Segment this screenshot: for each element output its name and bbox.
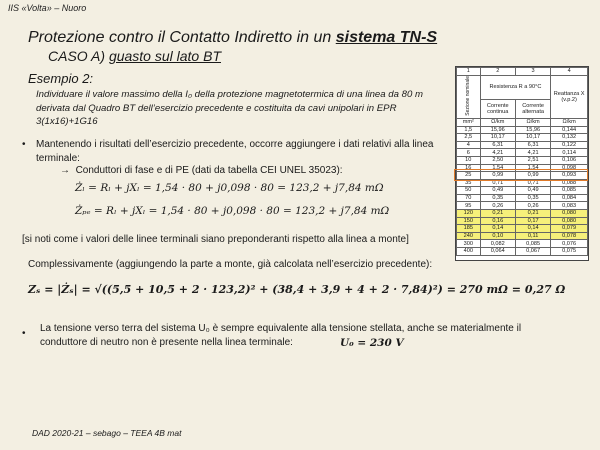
header-resistenza: Resistenza R a 90°C <box>480 76 551 100</box>
table-cell: 10,17 <box>480 134 515 142</box>
col-number: 2 <box>480 68 515 76</box>
table-cell: 0,064 <box>480 248 515 256</box>
unit-cell: Ω/km <box>551 118 588 126</box>
table-cell: 240 <box>457 232 481 240</box>
table-cell: 0,144 <box>551 126 588 134</box>
table-cell: 4,21 <box>515 149 550 157</box>
slide-subtitle <box>48 48 221 64</box>
table-cell: 2,51 <box>515 156 550 164</box>
table-cell: 0,35 <box>480 194 515 202</box>
bullet-dot-icon: • <box>22 139 26 150</box>
subtitle-prefix: CASO A) <box>48 48 109 64</box>
col-number: 3 <box>515 68 550 76</box>
table-cell: 15,96 <box>515 126 550 134</box>
col-number: 1 <box>457 68 481 76</box>
table-cell: 0,17 <box>515 217 550 225</box>
table-cell: 6,31 <box>515 141 550 149</box>
slide-title <box>28 29 437 47</box>
table-cell: 6,31 <box>480 141 515 149</box>
table-cell: 6 <box>457 149 481 157</box>
table-cell: 0,085 <box>515 240 550 248</box>
table-cell: 0,122 <box>551 141 588 149</box>
complessivamente-text: Complessivamente (aggiungendo la parte a monte, già calcolata nell’esercizio precedente): <box>28 259 433 270</box>
table-row <box>457 134 588 142</box>
table-cell: 70 <box>457 194 481 202</box>
example-label: Esempio 2: <box>28 71 94 86</box>
table-cell: 0,067 <box>515 248 550 256</box>
table-row <box>457 210 588 218</box>
header-alt: Corrente alternata <box>515 99 550 118</box>
table-row <box>457 225 588 233</box>
bullet-dot-icon: • <box>22 328 26 339</box>
table-cell: 0,080 <box>551 210 588 218</box>
bullet-2-line2: conduttore di neutro non è presente nella linea terminale: <box>40 337 293 348</box>
table-row <box>457 194 588 202</box>
table-body <box>457 126 588 255</box>
table-cell: 300 <box>457 240 481 248</box>
arrow-right-icon: → <box>60 165 70 176</box>
header-reattanza: Reattanza X (v.p.2) <box>551 76 588 119</box>
table-cell: 0,21 <box>480 210 515 218</box>
table-cell: 4,21 <box>480 149 515 157</box>
table-cell: 0,49 <box>480 187 515 195</box>
table-cell: 0,26 <box>480 202 515 210</box>
cable-data-table <box>455 66 589 261</box>
table-cell: 25 <box>457 172 481 180</box>
table-cell: 0,10 <box>480 232 515 240</box>
table-cell: 0,084 <box>551 194 588 202</box>
table-cell: 1,54 <box>515 164 550 172</box>
table-cell: 2,50 <box>480 156 515 164</box>
table-cell: 0,114 <box>551 149 588 157</box>
table-row <box>457 156 588 164</box>
table-row <box>457 240 588 248</box>
table-cell: 35 <box>457 179 481 187</box>
unit-cell: Ω/km <box>480 118 515 126</box>
table-cell: 1,54 <box>480 164 515 172</box>
bullet-2 <box>22 323 582 349</box>
table-cell: 185 <box>457 225 481 233</box>
table-cell: 0,093 <box>551 172 588 180</box>
equation-zs: Zₛ = |Żₛ| = √((5,5 + 10,5 + 2 · 123,2)² + (38,4 + 3,9 + 4 + 2 · 7,84)²) = 270 mΩ = 0,27 Ω <box>28 283 566 296</box>
table-row <box>457 187 588 195</box>
table-row <box>457 149 588 157</box>
table-cell: 0,088 <box>551 179 588 187</box>
table-cell: 15,96 <box>480 126 515 134</box>
table-cell: 0,075 <box>551 248 588 256</box>
table-cell: 0,49 <box>515 187 550 195</box>
table-cell: 10,17 <box>515 134 550 142</box>
table-cell: 0,99 <box>515 172 550 180</box>
table-cell: 95 <box>457 202 481 210</box>
bullet-2-line1: La tensione verso terra del sistema U₀ è sempre equivalente alla tensione stellata, anche se materialmente il <box>40 323 522 334</box>
table-cell: 10 <box>457 156 481 164</box>
equation-zpe: Żₚₑ = Rₗ + jXₗ = 1,54 · 80 + j0,098 · 80 = 123,2 + j7,84 mΩ <box>75 205 390 217</box>
header-cont: Corrente continua <box>480 99 515 118</box>
table-cell: 1,5 <box>457 126 481 134</box>
table-cell: 0,106 <box>551 156 588 164</box>
title-bold: sistema TN-S <box>335 29 438 46</box>
header-sezione: Sezione nominale <box>457 76 481 119</box>
table-cell: 120 <box>457 210 481 218</box>
table-cell: 0,080 <box>551 217 588 225</box>
table-cell: 0,098 <box>551 164 588 172</box>
table-cell: 0,14 <box>515 225 550 233</box>
table-cell: 0,71 <box>515 179 550 187</box>
equation-zl: Żₗ = Rₗ + jXₗ = 1,54 · 80 + j0,098 · 80 = 123,2 + j7,84 mΩ <box>75 182 384 194</box>
footer: DAD 2020-21 – sebago – TEEA 4B mat <box>32 428 182 438</box>
table-row <box>457 217 588 225</box>
intro-text: Individuare il valore massimo della I₀ della protezione magnetotermica di una linea da 80 m derivata dal Quadro BT dell’esercizio precedente e costituita da cavi unipolari in EPR 3(1x16)+1G16 <box>36 89 423 127</box>
table-cell: 0,132 <box>551 134 588 142</box>
table-cell: 0,26 <box>515 202 550 210</box>
table-cell: 150 <box>457 217 481 225</box>
table-cell: 16 <box>457 164 481 172</box>
table-cell: 0,71 <box>480 179 515 187</box>
table-row <box>457 141 588 149</box>
table-cell: 0,085 <box>551 187 588 195</box>
table-cell: 50 <box>457 187 481 195</box>
unit-cell: mm² <box>457 118 481 126</box>
table-cell: 0,079 <box>551 225 588 233</box>
table-cell: 0,11 <box>515 232 550 240</box>
table-cell: 4 <box>457 141 481 149</box>
note-text: [si noti come i valori delle linee terminali siano preponderanti rispetto alla linea a monte] <box>22 234 409 245</box>
arrow-item-text: Conduttori di fase e di PE (dati da tabella CEI UNEL 35023): <box>75 165 343 176</box>
table-cell: 0,14 <box>480 225 515 233</box>
table-row <box>457 232 588 240</box>
table-row <box>457 126 588 134</box>
arrow-item <box>60 165 343 176</box>
table-cell: 0,076 <box>551 240 588 248</box>
table-cell: 0,21 <box>515 210 550 218</box>
subtitle-underlined: guasto sul lato BT <box>108 48 221 64</box>
table-row <box>457 202 588 210</box>
table-cell: 0,078 <box>551 232 588 240</box>
table-cell: 0,35 <box>515 194 550 202</box>
u0-value: U₀ = 230 V <box>340 337 404 349</box>
table-cell: 0,083 <box>551 202 588 210</box>
unit-cell: Ω/km <box>515 118 550 126</box>
table-cell: 0,082 <box>480 240 515 248</box>
header-school: IIS «Volta» – Nuoro <box>8 3 87 13</box>
title-prefix: Protezione contro il Contatto Indiretto in un <box>28 29 336 46</box>
table-cell: 0,99 <box>480 172 515 180</box>
bullet-1-text: Mantenendo i risultati dell’esercizio precedente, occorre aggiungere i dati relativi alla linea terminale: <box>36 139 434 164</box>
table-row <box>457 248 588 256</box>
bullet-1 <box>22 138 434 164</box>
col-number: 4 <box>551 68 588 76</box>
table-cell: 400 <box>457 248 481 256</box>
highlight-row-16 <box>454 169 588 181</box>
table-cell: 2,5 <box>457 134 481 142</box>
table-cell: 0,16 <box>480 217 515 225</box>
